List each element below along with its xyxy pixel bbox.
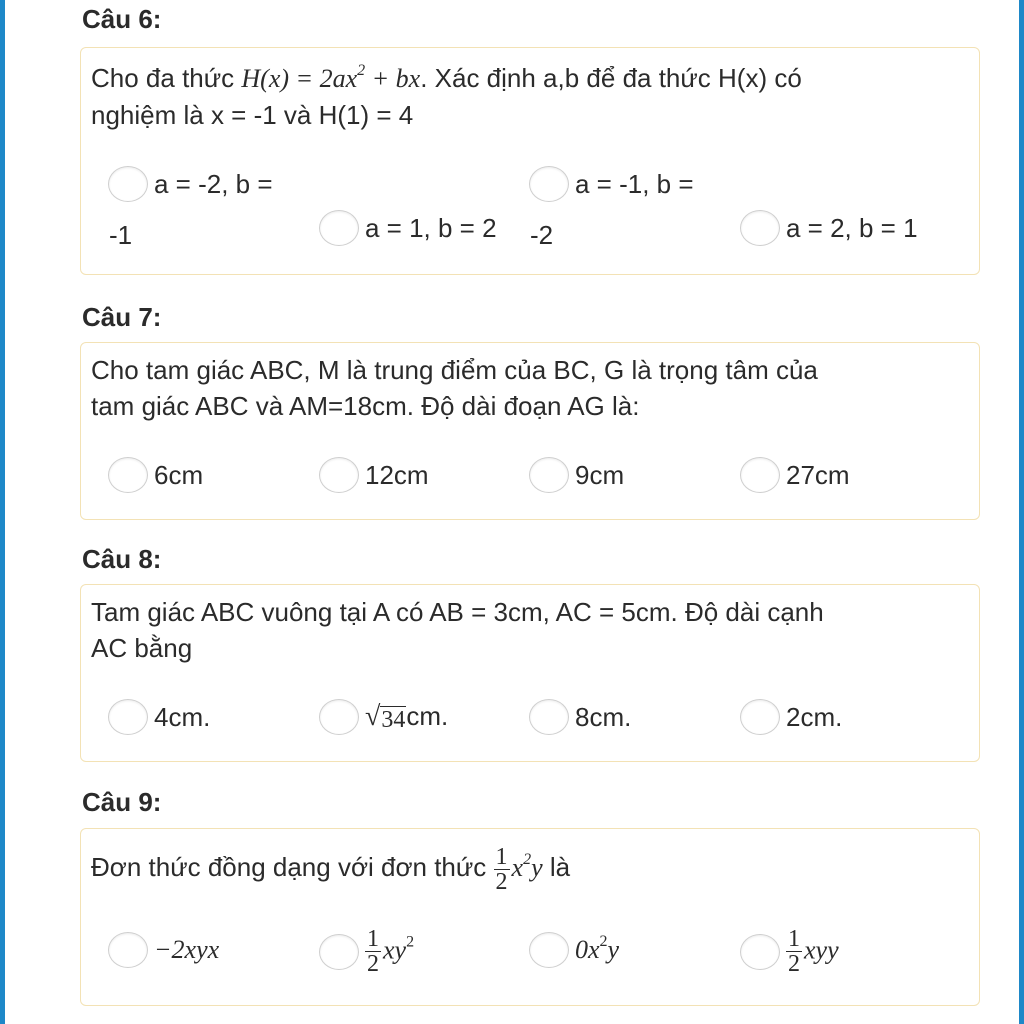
question-7-option-d[interactable] [740, 457, 850, 493]
question-8-text-line2: AC bằng [91, 633, 193, 663]
radio-button[interactable] [529, 699, 569, 735]
question-6-formula [241, 64, 420, 93]
option-math-tail: y [607, 935, 620, 964]
fraction [365, 927, 381, 976]
question-6-text-line2: nghiệm là x = -1 và H(1) = 4 [91, 100, 414, 130]
option-math: xy [383, 935, 407, 965]
question-7-box [80, 342, 980, 520]
option-label: 9cm [575, 459, 625, 490]
radio-button[interactable] [108, 699, 148, 735]
question-7-title: Câu 7: [82, 302, 162, 332]
formula-tail: + bx [365, 64, 421, 93]
question-8-text [91, 594, 965, 666]
option-label: 2cm. [786, 701, 843, 732]
radio-button[interactable] [740, 457, 780, 493]
question-6-box [80, 47, 980, 275]
question-9-option-d[interactable] [740, 927, 839, 976]
question-7-option-c[interactable] [529, 457, 624, 493]
formula-exponent: 2 [357, 62, 366, 79]
radio-button[interactable] [740, 934, 780, 970]
radio-button[interactable] [319, 210, 359, 246]
question-9-box [80, 828, 980, 1006]
fraction-denominator: 2 [367, 951, 379, 977]
question-7-text [91, 352, 965, 424]
radio-button[interactable] [529, 932, 569, 968]
question-8-option-d[interactable] [740, 699, 842, 735]
monomial-base: x [511, 853, 524, 882]
option-label [365, 701, 448, 733]
option-label: a = -1, b = [575, 168, 694, 199]
question-9-option-a[interactable] [108, 932, 219, 968]
question-6-option-b[interactable] [529, 166, 694, 202]
question-7-text-line1: Cho tam giác ABC, M là trung điểm của BC, G là trọng tâm của [91, 355, 818, 385]
question-9-option-c[interactable] [529, 932, 619, 968]
question-6-wrapped-text-b: -2 [530, 220, 554, 250]
option-label: a = 2, b = 1 [786, 212, 918, 243]
question-8-option-c[interactable] [529, 699, 631, 735]
option-label [575, 935, 619, 965]
question-6-option-a[interactable] [108, 166, 273, 202]
option-label: 8cm. [575, 701, 632, 732]
question-9-text-pre: Đơn thức đồng dạng với đơn thức [91, 852, 494, 882]
fraction-numerator: 1 [367, 926, 379, 952]
option-math: 0x [575, 935, 600, 964]
left-border [0, 0, 5, 1024]
monomial-exponent: 2 [523, 851, 532, 868]
question-6-option-d[interactable] [740, 210, 918, 246]
question-6-text [91, 60, 965, 133]
question-7-option-a[interactable] [108, 457, 203, 493]
option-label [786, 927, 839, 976]
fraction-numerator: 1 [788, 926, 800, 952]
question-8-option-b[interactable] [319, 699, 448, 735]
fraction-denominator: 2 [495, 868, 508, 895]
radio-button[interactable] [108, 457, 148, 493]
fraction [786, 927, 802, 976]
option-exponent: 2 [406, 933, 415, 951]
radio-button[interactable] [740, 210, 780, 246]
question-9-monomial [512, 853, 543, 882]
fraction-numerator: 1 [495, 843, 508, 870]
option-unit: cm. [406, 701, 449, 731]
question-9-text [91, 839, 965, 896]
option-label: −2xyx [154, 935, 220, 964]
question-7-option-b[interactable] [319, 457, 429, 493]
question-7-text-line2: tam giác ABC và AM=18cm. Độ dài đoạn AG là: [91, 391, 640, 421]
fraction-denominator: 2 [788, 951, 800, 977]
option-math: xyy [804, 935, 839, 965]
monomial-tail: y [531, 853, 543, 882]
question-8-title: Câu 8: [82, 544, 162, 574]
question-6-text-post: . Xác định a,b để đa thức H(x) có [420, 63, 802, 93]
radio-button[interactable] [529, 166, 569, 202]
radio-button[interactable] [319, 699, 359, 735]
option-exponent: 2 [599, 933, 608, 950]
question-6-wrapped-text-a: -1 [109, 220, 133, 250]
option-label: a = 1, b = 2 [365, 212, 497, 243]
radio-button[interactable] [529, 457, 569, 493]
question-9-title: Câu 9: [82, 787, 162, 817]
question-8-box [80, 584, 980, 762]
question-9-option-b[interactable] [319, 927, 414, 976]
right-border [1019, 0, 1024, 1024]
option-label: 27cm [786, 459, 850, 490]
option-label [365, 927, 414, 976]
square-root [365, 701, 406, 733]
sqrt-radicand: 34 [381, 707, 406, 733]
radio-button[interactable] [319, 934, 359, 970]
question-6-text-pre: Cho đa thức [91, 63, 242, 93]
radio-button[interactable] [319, 457, 359, 493]
question-6-option-c[interactable] [319, 210, 497, 246]
option-label: 4cm. [154, 701, 211, 732]
radio-button[interactable] [108, 166, 148, 202]
option-label: 12cm [365, 459, 429, 490]
sqrt-icon: √ [365, 701, 381, 732]
radio-button[interactable] [108, 932, 148, 968]
fraction [494, 845, 510, 894]
option-label: 6cm [154, 459, 204, 490]
option-label: a = -2, b = [154, 168, 273, 199]
question-6-title: Câu 6: [82, 4, 162, 34]
question-9-text-post: là [542, 852, 571, 882]
formula-main: H(x) = 2ax [241, 64, 358, 93]
radio-button[interactable] [740, 699, 780, 735]
question-8-text-line1: Tam giác ABC vuông tại A có AB = 3cm, AC = 5cm. Độ dài cạnh [91, 597, 824, 627]
question-8-option-a[interactable] [108, 699, 210, 735]
